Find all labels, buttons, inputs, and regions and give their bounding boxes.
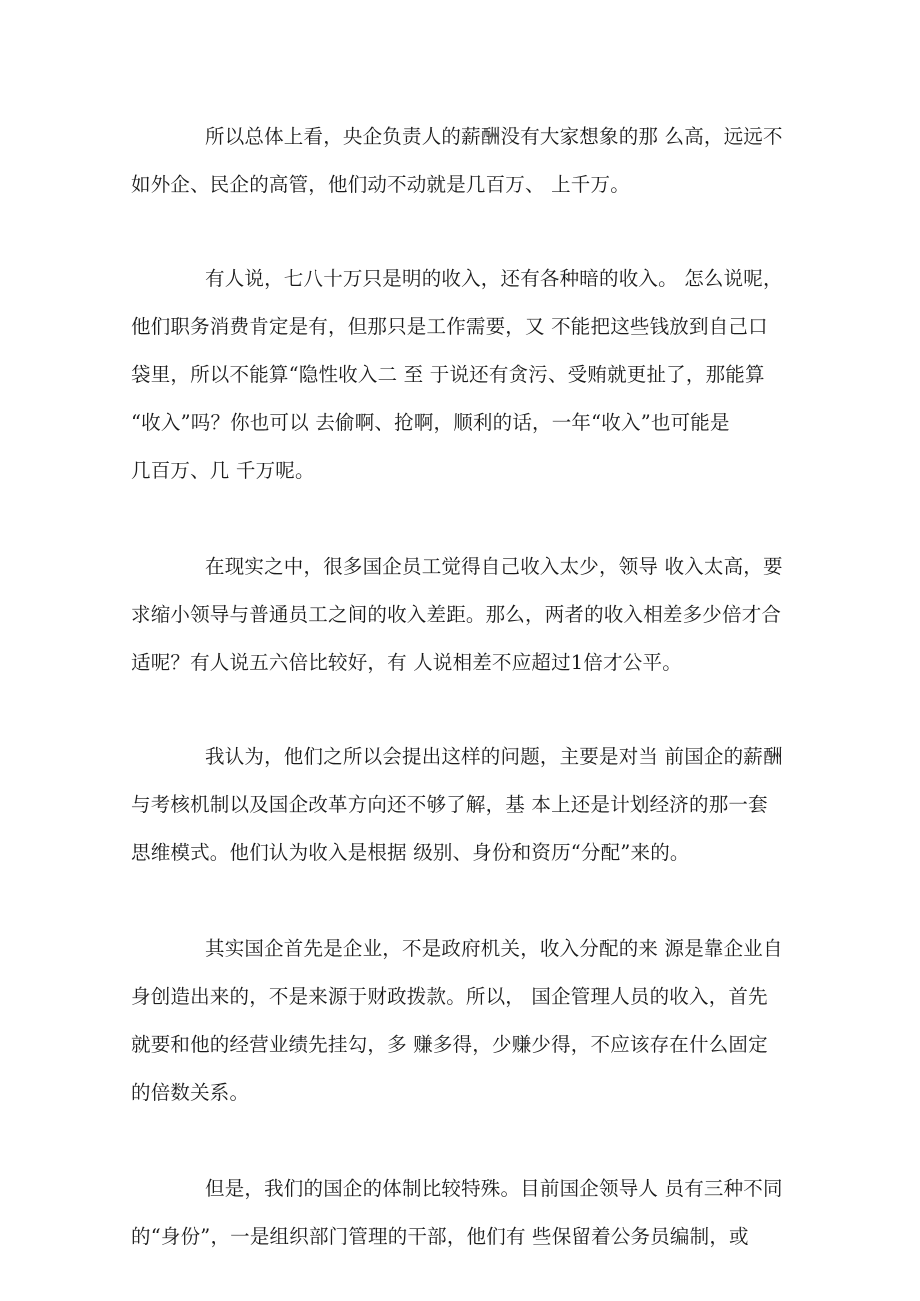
paragraph-4-line-2: 与考核机制以及国企改革方向还不够了解，基 本上还是计划经济的那一套 [131,793,768,816]
paragraph-3-line-2: 求缩小领导与普通员工之间的收入差距。那么，两者的收入相差多少倍才合 [131,603,782,626]
paragraph-1-line-1: 所以总体上看，央企负责人的薪酬没有大家想象的那 么高，远远不 [205,125,783,148]
paragraph-1-line-2: 如外企、民企的高管，他们动不动就是几百万、 上千万。 [131,173,630,196]
paragraph-6-line-1: 但是，我们的国企的体制比较特殊。目前国企领导人 员有三种不同 [205,1177,783,1200]
paragraph-6-line-2: 的“身份”，一是组织部门管理的干部，他们有 些保留着公务员编制，或 [131,1225,749,1248]
paragraph-2-line-5: 几百万、几 千万呢。 [131,459,315,482]
paragraph-5-line-1: 其实国企首先是企业，不是政府机关，收入分配的来 源是靠企业自 [205,937,783,960]
paragraph-2-line-1: 有人说，七八十万只是明的收入，还有各种暗的收入。 怎么说呢， [205,267,783,290]
paragraph-4-line-1: 我认为，他们之所以会提出这样的问题，主要是对当 前国企的薪酬 [205,745,783,768]
paragraph-4-line-3: 思维模式。他们认为收入是根据 级别、身份和资历“分配”来的。 [131,841,690,864]
paragraph-5-line-2: 身创造出来的，不是来源于财政拨款。所以， 国企管理人员的收入，首先 [131,985,768,1008]
paragraph-5-line-3: 就要和他的经营业绩先挂勾，多 赚多得，少赚少得，不应该存在什么固定 [131,1033,768,1056]
paragraph-3-line-3: 适呢？有人说五六倍比较好，有 人说相差不应超过1倍才公平。 [131,651,682,674]
paragraph-5-line-4: 的倍数关系。 [131,1081,250,1104]
paragraph-2-line-3: 袋里，所以不能算“隐性收入二 至 于说还有贪污、受贿就更扯了，那能算 [131,363,765,386]
paragraph-3-line-1: 在现实之中，很多国企员工觉得自己收入太少，领导 收入太高，要 [205,555,783,578]
paragraph-2-line-4: “收入”吗？你也可以 去偷啊、抢啊，顺利的话，一年“收入”也可能是 [131,411,730,434]
paragraph-2-line-2: 他们职务消费肯定是有，但那只是工作需要，又 不能把这些钱放到自己口 [131,315,768,338]
